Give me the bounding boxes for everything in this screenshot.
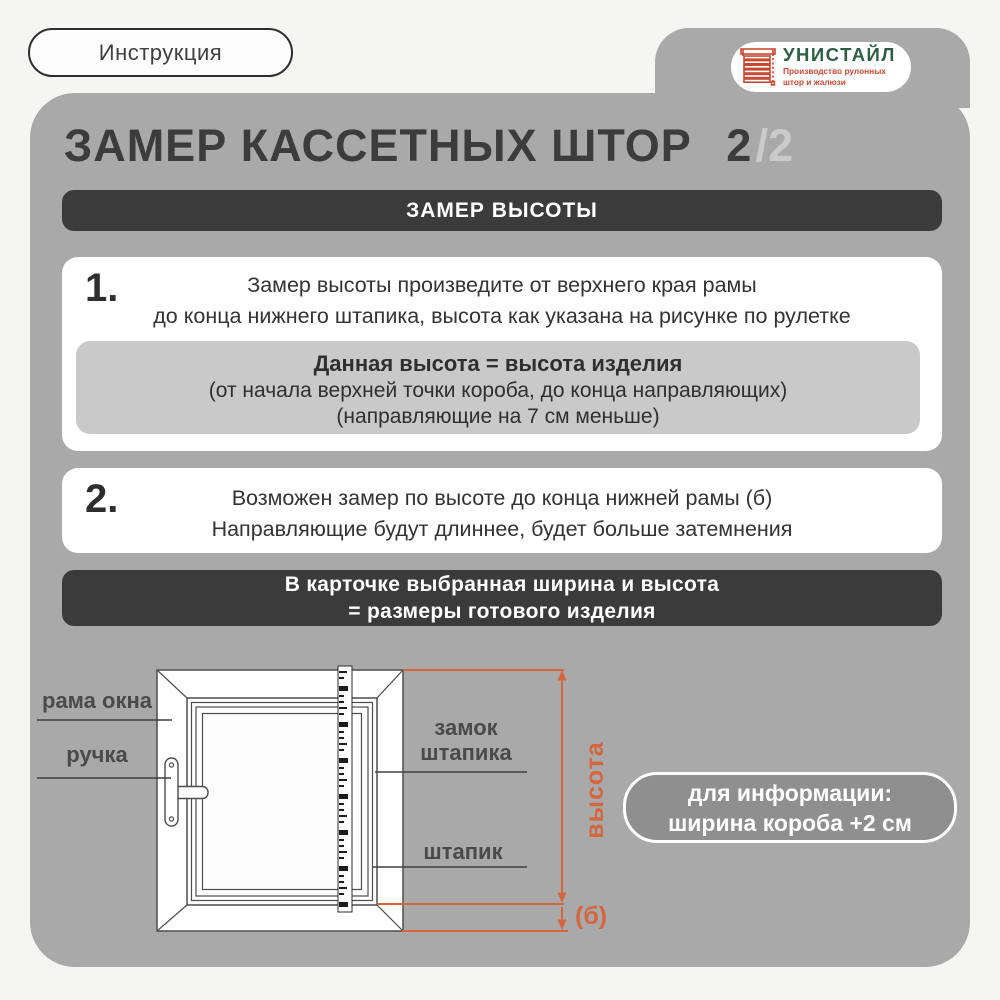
logo-text — [783, 46, 896, 88]
label-height-vertical: высота — [581, 741, 609, 839]
step-2-line-1: Возможен замер по высоте до конца нижней рамы (б) — [231, 486, 773, 510]
logo-subtitle-line1: Производство рулонных — [783, 65, 886, 76]
note-line-3: (направляющие на 7 см меньше) — [336, 405, 660, 428]
title-text: ЗАМЕР КАССЕТНЫХ ШТОР — [64, 120, 692, 171]
instruction-label: Инструкция — [98, 39, 223, 65]
summary-bar — [62, 570, 942, 626]
info-box-line1: для информации: — [687, 779, 893, 806]
note-line-2: (от начала верхней точки короба, до конца направляющих) — [208, 379, 788, 402]
step-2-number: 2. — [85, 477, 119, 521]
page-number-current: 2 — [726, 120, 752, 171]
note-bold-line: Данная высота = высота изделия — [313, 351, 683, 376]
label-window-frame: рама окна — [42, 688, 152, 713]
page-title — [64, 120, 944, 172]
summary-line-2: = размеры готового изделия — [348, 600, 656, 623]
step-1-number: 1. — [85, 266, 119, 310]
info-box-line2: ширина короба +2 см — [668, 809, 912, 836]
label-b-mark: (б) — [575, 902, 608, 930]
step-2-text — [62, 468, 942, 545]
blinds-icon — [740, 47, 778, 87]
label-bead-lock — [416, 715, 516, 765]
brand-logo — [731, 42, 911, 92]
label-bead-lock-line1: замок — [434, 715, 498, 740]
step-2-line-2: Направляющие будут длиннее, будет больше затемнения — [211, 517, 793, 541]
step-1-note-box — [76, 341, 920, 434]
instruction-button[interactable] — [28, 28, 293, 77]
step-1-text — [62, 257, 942, 332]
info-box — [623, 772, 957, 843]
step-2-card — [62, 468, 942, 553]
height-bar-label: ЗАМЕР ВЫСОТЫ — [406, 198, 598, 222]
logo-name: УНИСТАЙЛ — [783, 44, 896, 66]
step-1-card — [62, 257, 942, 451]
logo-subtitle-line2: штор и жалюзи — [783, 77, 846, 88]
label-bead: штапик — [423, 839, 503, 864]
label-handle: ручка — [66, 742, 128, 767]
summary-line-1: В карточке выбранная ширина и высота — [284, 573, 720, 596]
page-number-total: /2 — [755, 120, 794, 171]
step-1-line-1: Замер высоты произведите от верхнего края рамы — [247, 273, 757, 297]
section-header-height — [62, 190, 942, 231]
step-1-line-2: до конца нижнего штапика, высота как указана на рисунке по рулетке — [153, 304, 851, 328]
label-bead-lock-line2: штапика — [420, 740, 512, 765]
